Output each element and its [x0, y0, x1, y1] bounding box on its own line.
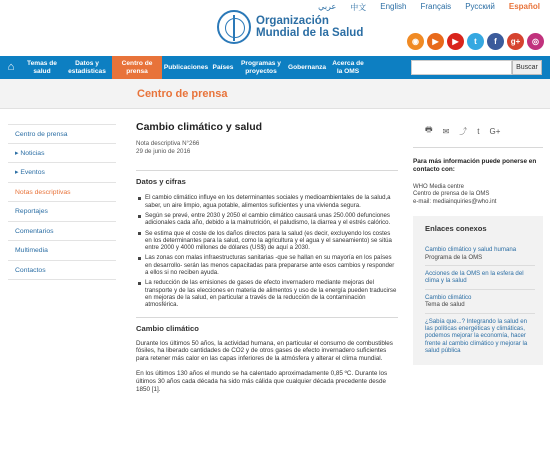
divider — [413, 147, 543, 148]
sidebar-item-reportajes[interactable]: Reportajes — [8, 202, 116, 222]
article-title: Cambio climático y salud — [136, 121, 263, 133]
language-spanish[interactable]: Español — [508, 2, 540, 11]
related-link-title[interactable]: Cambio climático y salud humana — [425, 246, 517, 254]
contact-email[interactable]: e-mail: mediainquiries@who.int — [413, 198, 497, 205]
language-russian[interactable]: Русский — [465, 2, 495, 11]
sidebar-item-comentarios[interactable]: Comentarios — [8, 222, 116, 242]
related-links — [413, 216, 543, 364]
related-link-subtitle: Tema de salud — [425, 301, 465, 309]
who-emblem-icon — [217, 10, 251, 44]
contact-line: WHO Media centre — [413, 184, 465, 190]
who-logo[interactable] — [217, 10, 363, 44]
nav-programas-y-proyectos[interactable]: Programas y proyectos — [241, 60, 281, 75]
climate-change-heading: Cambio climático — [136, 323, 199, 333]
youtube-icon[interactable]: ▶ — [447, 33, 464, 50]
related-link[interactable] — [425, 314, 535, 359]
sidebar-item-noticias[interactable]: ▸ Noticias — [8, 144, 116, 164]
nav-gobernanza[interactable]: Gobernanza — [287, 63, 327, 71]
list-item: Se estima que el coste de los daños directos para la salud (es decir, excluyendo los costes en los determinantes para la salud, como la agricultura y el agua y el saneamiento) se sitúa entre 2000 y 4000 millones de dólares (US$) de aquí a 2030. — [136, 230, 398, 252]
list-item: Las zonas con malas infraestructuras sanitarias -que se hallan en su mayoría en los países en desarrollo- serán las menos capacitadas para prepararse ante esos cambios y responder a ellos si no reciben ayuda. — [136, 254, 398, 276]
right-column — [413, 121, 543, 365]
nav-centro-de-prensa[interactable]: Centro de prensa — [112, 56, 162, 79]
language-switcher — [304, 2, 540, 13]
googleplus-icon[interactable]: g+ — [507, 33, 524, 50]
nav-acerca-de-la-oms[interactable]: Acerca de la OMS — [332, 60, 364, 75]
section-title: Centro de prensa — [137, 88, 228, 100]
divider — [136, 317, 398, 318]
main-nav — [0, 56, 550, 79]
share-tools — [413, 121, 543, 141]
search-box — [411, 60, 542, 75]
nav-datos-y-estadisticas[interactable]: Datos y estadísticas — [68, 60, 106, 75]
facebook-icon[interactable]: f — [487, 33, 504, 50]
rss-icon[interactable]: ◉ — [407, 33, 424, 50]
search-input[interactable] — [411, 60, 512, 75]
language-chinese[interactable]: 中文 — [350, 3, 367, 12]
related-link[interactable] — [425, 266, 535, 290]
sidebar-item-multimedia[interactable]: Multimedia — [8, 241, 116, 261]
paragraph: Durante los últimos 50 años, la actividad humana, en particular el consumo de combustibles fósiles, ha liberado cantidades de CO2 y de otros gases de efecto invernadero suficientes para retener más calor en las capas inferiores de la atmósfera y alterar el clima mundial. — [136, 339, 393, 362]
key-facts-list — [136, 194, 398, 308]
divider — [136, 170, 398, 171]
contact-heading: Para más información puede ponerse en contacto con: — [413, 158, 537, 173]
list-item: La reducción de las emisiones de gases de efecto invernadero mediante mejoras del transporte y de las elecciones en materia de alimentos y uso de la energía pueden traducirse en mejoras de la salud, en particular a través de la reducción de la contaminación atmosférica. — [136, 279, 398, 308]
site-header — [0, 0, 550, 55]
email-icon[interactable]: ✉ — [442, 126, 450, 136]
related-link[interactable] — [425, 290, 535, 314]
related-link-title[interactable]: Cambio climático — [425, 293, 472, 301]
related-link[interactable] — [425, 242, 535, 266]
list-item: El cambio climático influye en los determinantes sociales y medioambientales de la salud,a saber, un aire limpio, agua potable, alimentos suficientes y una vivienda segura. — [136, 194, 398, 209]
language-arabic[interactable]: عربي — [318, 2, 337, 11]
related-link-title[interactable]: ¿Sabía que...? Integrando la salud en las políticas energéticas y climáticas, podemos mejorar la economía, hacer frente al cambio climático y mejorar la salud pública — [425, 317, 528, 355]
logo-line-1: Organización — [256, 15, 329, 27]
sidebar-item-label: Noticias — [20, 149, 45, 157]
article — [136, 121, 398, 401]
search-button[interactable]: Buscar — [512, 60, 542, 75]
sidebar-item-centro-de-prensa[interactable]: Centro de prensa — [8, 124, 116, 144]
paragraph: En los últimos 130 años el mundo se ha calentado aproximadamente 0,85 ºC. Durante los últimos 30 años cada década ha sido más cálida que cualquier década precedente desde 1850 [1]. — [136, 370, 388, 393]
list-item: Según se prevé, entre 2030 y 2050 el cambio climático causará unas 250.000 defunciones adicionales cada año, debido a la malnutrición, el paludismo, la diarrea y el estrés calórico. — [136, 212, 398, 227]
nav-paises[interactable]: Países — [212, 63, 234, 71]
sidebar-item-eventos[interactable]: ▸ Eventos — [8, 163, 116, 183]
language-english[interactable]: English — [380, 2, 407, 11]
language-french[interactable]: Français — [420, 2, 452, 11]
podcast-icon[interactable]: ▶ — [427, 33, 444, 50]
sidebar-item-contactos[interactable]: Contactos — [8, 261, 116, 281]
related-links-heading: Enlaces conexos — [425, 224, 487, 234]
nav-temas-de-salud[interactable]: Temas de salud — [27, 60, 57, 75]
googleplus-icon[interactable]: G+ — [489, 126, 501, 136]
related-link-subtitle: Programa de la OMS — [425, 253, 483, 261]
social-links — [407, 33, 544, 50]
article-date: 29 de junio de 2016 — [136, 148, 191, 156]
share-icon[interactable]: ⤴ — [459, 126, 468, 136]
contact-line: Centro de prensa de la OMS — [413, 191, 490, 198]
related-link-title[interactable]: Acciones de la OMS en la esfera del clima y la salud — [425, 270, 524, 285]
logo-line-2: Mundial de la Salud — [256, 27, 364, 39]
home-icon[interactable]: ⌂ — [7, 61, 15, 73]
sidebar — [8, 124, 116, 280]
fact-sheet-number: Nota descriptiva N°266 — [136, 140, 200, 147]
nav-publicaciones[interactable]: Publicaciones — [163, 63, 209, 71]
sidebar-item-label: Eventos — [20, 169, 45, 176]
sidebar-item-notas-descriptivas[interactable]: Notas descriptivas — [8, 183, 116, 203]
key-facts-heading: Datos y cifras — [136, 177, 186, 187]
twitter-icon[interactable]: t — [467, 33, 484, 50]
instagram-icon[interactable]: ◎ — [527, 33, 544, 50]
twitter-icon[interactable]: t — [477, 126, 480, 136]
section-banner — [0, 79, 550, 109]
print-icon[interactable]: 🖶 — [425, 125, 433, 134]
